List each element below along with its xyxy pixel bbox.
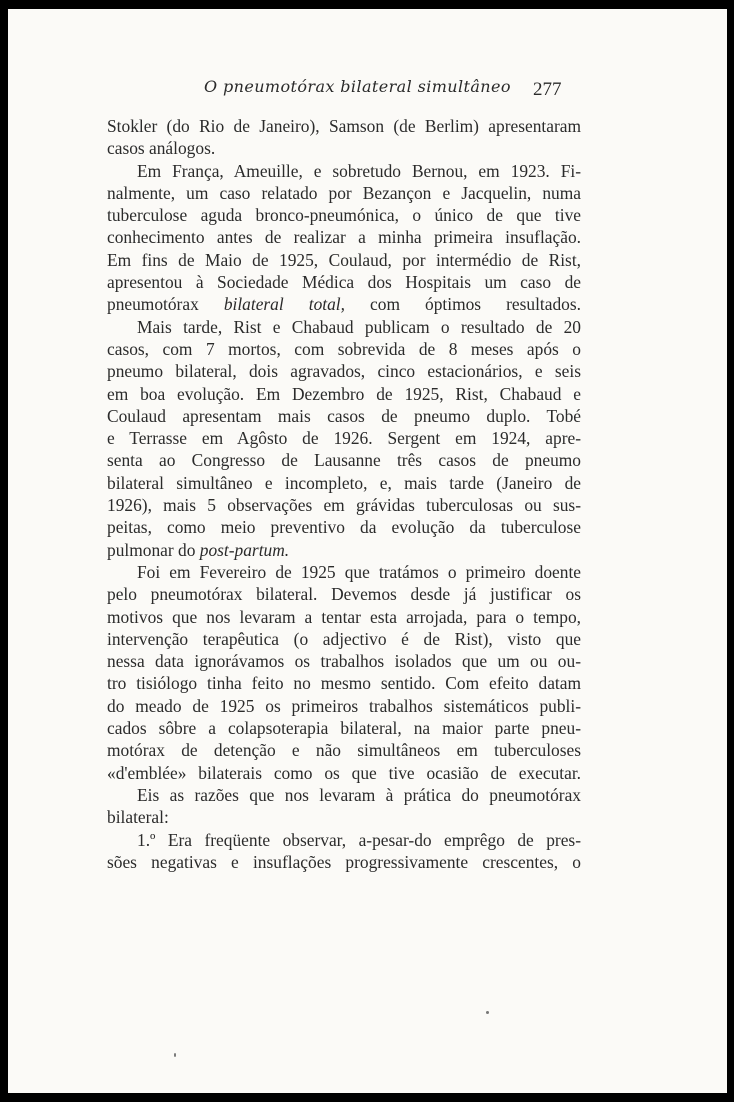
text-line: do meado de 1925 os primeiros trabalhos sistemáticos publi- [107,695,581,716]
text-line: apresentou à Sociedade Médica dos Hospitais um caso de [107,272,581,293]
text-segment: pneumotórax [107,294,199,315]
text-line: sões negativas e insuflações progressivamente crescentes, o [107,851,581,872]
text-line: tuberculose aguda bronco-pneumónica, o único de que tive [107,205,581,226]
text-line: pneumo bilateral, dois agravados, cinco estacionários, e seis [107,361,581,382]
running-title: O pneumotórax bilateral simultâneo [204,77,511,96]
text-line: senta ao Congresso de Lausanne três casos de pneumo [107,450,581,471]
paragraph-start-line: Foi em Fevereiro de 1925 que tratámos o primeiro doente [137,561,581,582]
paragraph-start-line: Eis as razões que nos levaram à prática do pneumotórax [137,784,581,805]
text-line: 1926), mais 5 observações em grávidas tuberculosas ou sus- [107,495,581,516]
text-line: intervenção terapêutica (o adjectivo é de Rist), visto que [107,628,581,649]
text-line: bilateral simultâneo e incompleto, e, mais tarde (Janeiro de [107,472,581,493]
paragraph-start-line: 1.º Era freqüente observar, a-pesar-do emprêgo de pres- [137,829,581,850]
book-page [8,9,727,1093]
text-line [107,539,581,561]
text-line: conhecimento antes de realizar a minha primeira insuflação. [107,227,581,248]
paragraph-start-line: Mais tarde, Rist e Chabaud publicam o resultado de 20 [137,316,581,337]
paper-speck [174,1053,176,1057]
text-line: nessa data ignorávamos os trabalhos isolados que um ou ou- [107,651,581,672]
text-segment: pulmonar do [107,539,196,560]
text-line: e Terrasse em Agôsto de 1926. Sergent em 1924, apre- [107,428,581,449]
italic-emphasis: bilateral total, [223,294,345,315]
text-line: casos análogos. [107,138,216,159]
paragraph-start-line: Em França, Ameuille, e sobretudo Bernou, em 1923. Fi- [137,160,581,181]
text-line: tro tisiólogo tinha feito no mesmo sentido. Com efeito datam [107,673,581,694]
text-line: casos, com 7 mortos, com sobrevida de 8 meses após o [107,338,581,359]
page-header [8,77,727,107]
text-line: Coulaud apresentam mais casos de pneumo duplo. Tobé [107,405,581,426]
text-segment: com óptimos resultados. [370,294,581,315]
text-line: nalmente, um caso relatado por Bezançon e Jacquelin, numa [107,182,581,203]
page-number: 277 [533,79,562,100]
text-line: cados sôbre a colapsoterapia bilateral, na maior parte pneu- [107,718,581,739]
text-line: Em fins de Maio de 1925, Coulaud, por intermédio de Rist, [107,249,581,270]
text-line: motórax de detenção e não simultâneos em tuberculoses [107,740,581,761]
text-line: bilateral: [107,807,169,828]
text-line: Stokler (do Rio de Janeiro), Samson (de Berlim) apresentaram [107,116,581,136]
text-line: em boa evolução. Em Dezembro de 1925, Rist, Chabaud e [107,383,581,404]
text-line: motivos que nos levaram a tentar esta arrojada, para o tempo, [107,606,581,627]
text-line: peitas, como meio preventivo da evolução da tuberculose [107,517,581,538]
italic-emphasis: post-partum. [199,539,290,560]
paper-speck [486,1011,489,1014]
text-line: «d'emblée» bilaterais como os que tive ocasião de executar. [107,762,581,783]
body-text [107,115,581,873]
text-line: pelo pneumotórax bilateral. Devemos desde já justificar os [107,584,581,605]
text-line [107,293,581,315]
